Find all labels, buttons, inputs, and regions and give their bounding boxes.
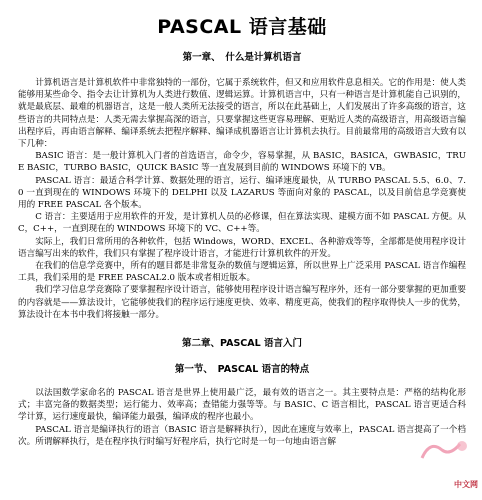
chapter-2-heading: 第二章、PASCAL 语言入门 — [182, 338, 302, 350]
ch1-paragraph-4: C 语言：主要适用于应用软件的开发，是计算机人员的必修课，但在算法实现、建模方面不如 PASCAL 方便。从 C，C++，一直到现在的 WINDOWS 环境下的 VC、C++等。 — [18, 212, 466, 235]
document-title: PASCAL 语言基础 — [157, 16, 327, 38]
ch1-paragraph-1: 计算机语言是计算机软件中非常独特的一部份，它属于系统软件，但又和应用软件息息相关。它的作用是：使人类能够用某些命令、指令去让计算机为人类进行数值、逻辑运算。计算机语言中，只有一种语言是计算机能自己识别的，就是最底层、最难的机器语言，这是一般人类所无法接受的语言，所以在此基础上，人们发展出了许多高级的语言，这些语言的共同特点是：人类无需去掌握高深的语言，只要掌握这些更容易理解、更贴近人类的高级语言，用高级语言编出程序后，再由语言解释、编译系统去把程序解释、编译成机器语言让计算机去执行。目前最常用的高级语言大致有以下几种： — [18, 78, 466, 150]
sec1-paragraph-2: PASCAL 语言是编译执行的语言（BASIC 语言是解释执行），因此在速度与效率上，PASCAL 语言提高了一个档次。所谓解释执行，是在程序执行时编写好程序后，执行它时是一句一句地由语言解 — [18, 424, 466, 447]
chapter-1-heading: 第一章、 什么是计算机语言 — [182, 52, 302, 63]
watermark-logo-icon — [416, 436, 476, 470]
watermark-text: 中文网 — [454, 480, 478, 489]
ch1-paragraph-2: BASIC 语言：是一般计算机入门者的首选语言，命令少，容易掌握，从 BASIC，BASICA，GWBASIC，TRUE BASIC，TURBO BASIC，QUICK BASIC 等一直发展到目前的 WINDOWS 环境下的 VB。 — [18, 151, 466, 174]
ch1-paragraph-6: 在我们的信息学竞赛中，所有的题目都是非常复杂的数值与逻辑运算，所以世界上广泛采用 PASCAL 语言作编程工具，我们采用的是 FREE PASCAL2.0 版本或者相近版本。 — [18, 261, 466, 284]
ch1-paragraph-7: 我们学习信息学竞赛除了要掌握程序设计语言，能够使用程序设计语言编写程序外，还有一部分要掌握的更加重要的内容就是——算法设计，它能够使我们的程序运行速度更快、效率、精度更高，使我们的程序取得快人一步的优势，算法设计在本书中我们将接触一部分。 — [18, 285, 466, 320]
sec1-paragraph-1: 以法国数学家命名的 PASCAL 语言是世界上使用最广泛，最有效的语言之一。其主要特点是：严格的结构化形式；丰富完备的数据类型；运行能力、效率高；查错能力强等等。与 BASIC、C 语言相比，PASCAL 语言更适合科学计算，运行速度最快，编译能力最强，编译成的程序也最小。 — [18, 388, 466, 423]
ch1-paragraph-3: PASCAL 语言：最适合科学计算、数据处理的语言，运行、编译速度最快，从 TURBO PASCAL 5.5、6.0、7.0 一直到现在的 WINDOWS 环境下的 DELPHI 以及 LAZARUS 等面向对象的 PASCAL，以及目前信息学竞赛使用的 FREE PASCAL 各个版本。 — [18, 175, 466, 211]
ch1-paragraph-5: 实际上，我们日常所用的各种软件，包括 Windows，WORD、EXCEL、各种游戏等等，全部都是使用程序设计语言编写出来的软件，我们只有掌握了程序设计语言，才能进行计算机软件的开发。 — [18, 236, 466, 259]
section-1-heading: 第一节、 PASCAL 语言的特点 — [174, 364, 310, 376]
